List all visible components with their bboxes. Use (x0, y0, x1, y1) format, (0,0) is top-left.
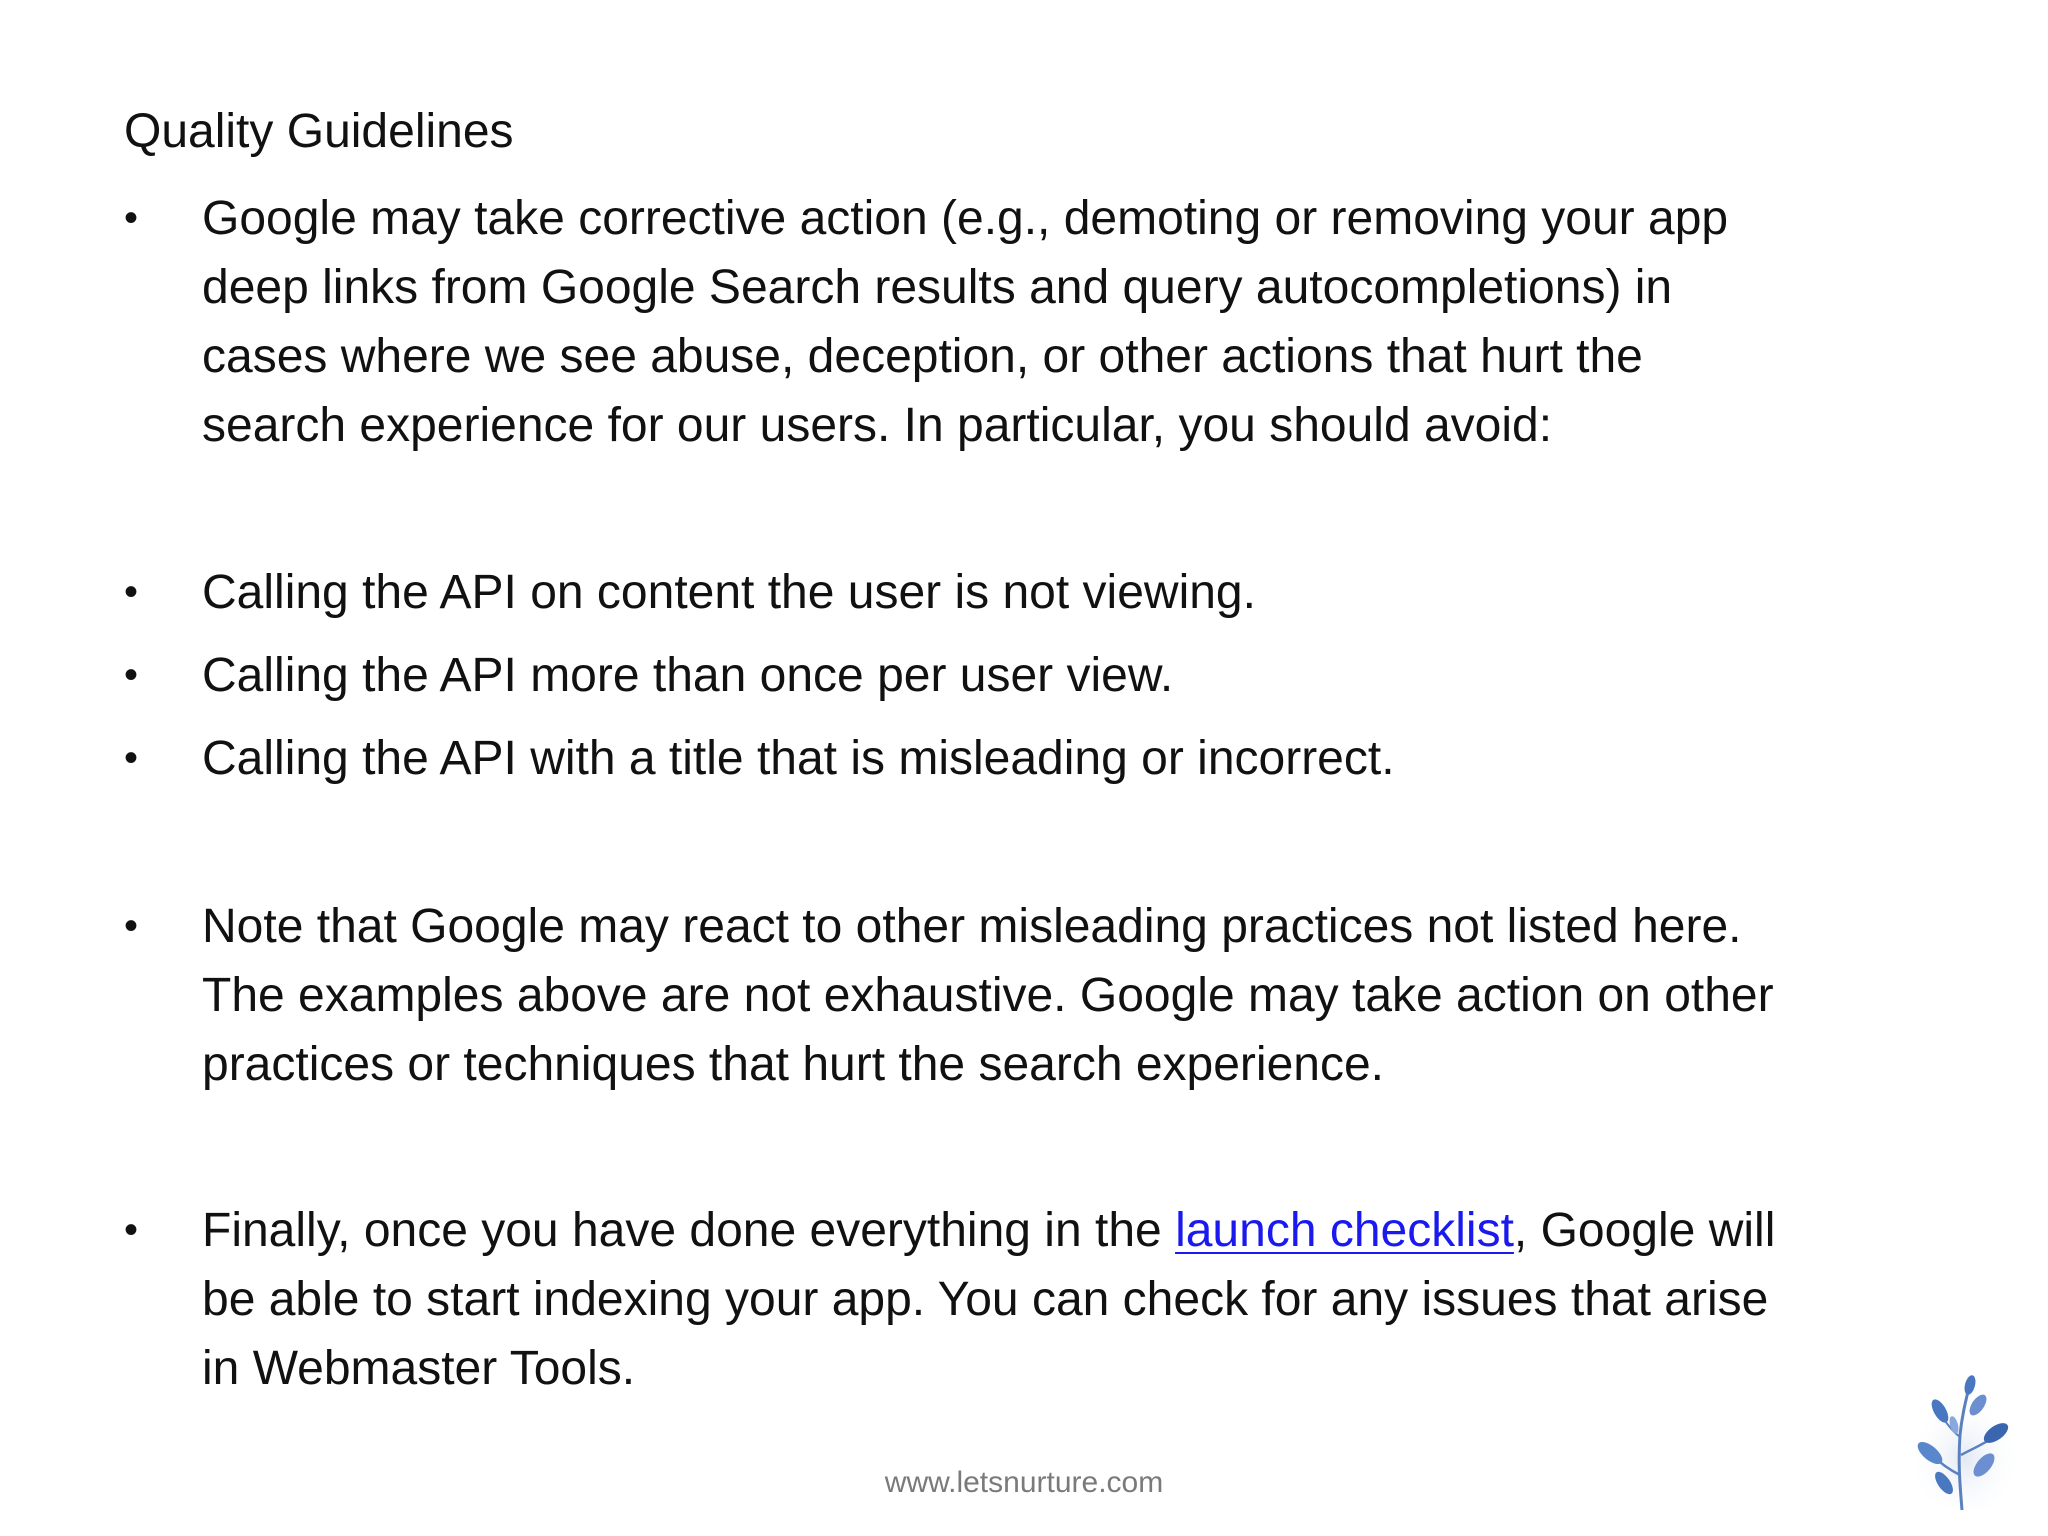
bullet-dot: • (124, 904, 139, 948)
bullet-dot: • (124, 736, 139, 780)
bullet-text (202, 892, 2032, 1099)
bullet-text (202, 641, 2032, 710)
bullet-line: practices or techniques that hurt the search experience. (202, 1038, 1384, 1091)
slide-heading: Quality Guidelines (124, 105, 514, 158)
bullet-text (202, 1196, 2032, 1403)
bullet-text-segment: Finally, once you have done everything in the (202, 1204, 1176, 1257)
leaf-branch-logo-icon (1910, 1375, 2020, 1515)
bullet-dot: • (124, 196, 139, 240)
bullet-text-segment: , Google will (1513, 1204, 1776, 1257)
bullet-dot: • (124, 1208, 139, 1252)
bullet-line: Google may take corrective action (e.g., demoting or removing your app (202, 192, 1729, 245)
bullet-line: Calling the API on content the user is not viewing. (202, 566, 1256, 619)
footer-url: www.letsnurture.com (884, 1466, 1164, 1499)
bullet-dot: • (124, 653, 139, 697)
bullet-line: deep links from Google Search results and query autocompletions) in (202, 261, 1673, 314)
launch-checklist-link[interactable]: launch checklist (1175, 1204, 1514, 1257)
bullet-line: search experience for our users. In particular, you should avoid: (202, 399, 1553, 452)
bullet-line: cases where we see abuse, deception, or other actions that hurt the (202, 330, 1643, 383)
bullet-dot: • (124, 570, 139, 614)
bullet-line: The examples above are not exhaustive. Google may take action on other (202, 969, 1774, 1022)
bullet-text (202, 184, 2032, 460)
bullet-line: Calling the API more than once per user view. (202, 649, 1174, 702)
bullet-line: Note that Google may react to other misleading practices not listed here. (202, 900, 1742, 953)
bullet-text (202, 558, 2032, 627)
bullet-text (202, 724, 2032, 793)
bullet-line: in Webmaster Tools. (202, 1342, 636, 1395)
bullet-line: be able to start indexing your app. You can check for any issues that arise (202, 1273, 1769, 1326)
bullet-line (202, 1196, 2032, 1265)
bullet-line: Calling the API with a title that is misleading or incorrect. (202, 732, 1395, 785)
